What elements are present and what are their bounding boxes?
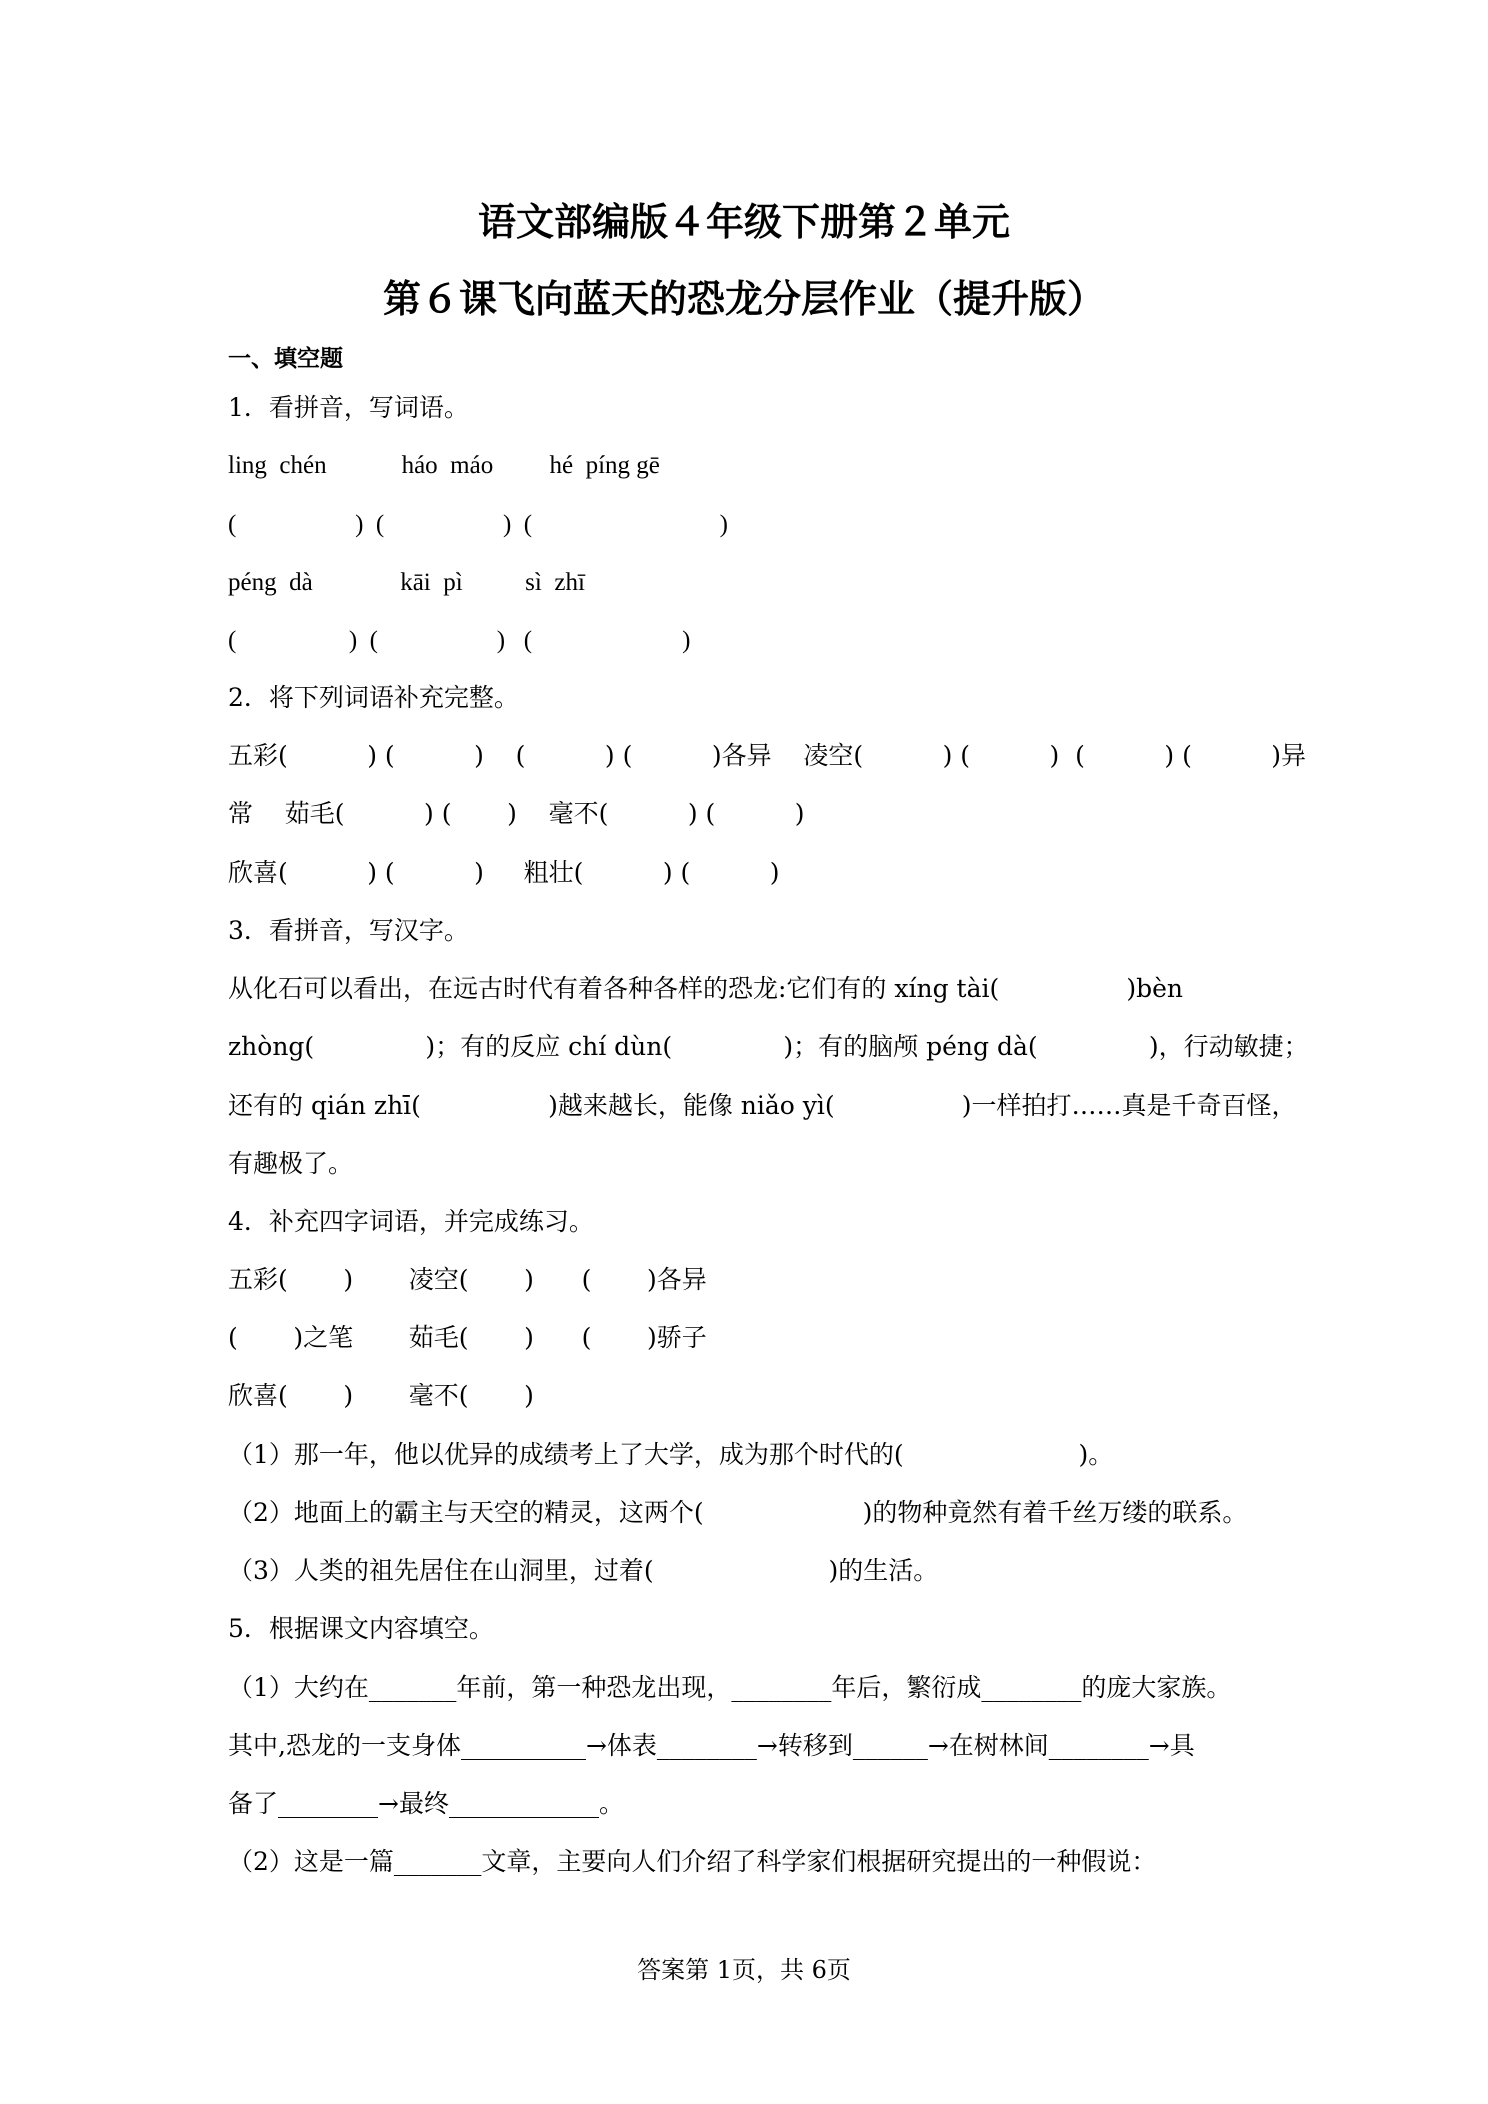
q5-line-4: （2）这是一篇_______文章，主要向人们介绍了科学家们根据研究提出的一种假说： — [228, 1847, 1157, 1876]
q4-sub-3: （3）人类的祖先居住在山洞里，过着( )的生活。 — [228, 1556, 939, 1585]
q4-line-1: 五彩( ) 凌空( ) ( )各异 — [228, 1265, 707, 1294]
q4-line-2: ( )之笔 茹毛( ) ( )骄子 — [228, 1323, 707, 1352]
q4-sub-2: （2）地面上的霸主与天空的精灵，这两个( )的物种竟然有着千丝万缕的联系。 — [228, 1498, 1248, 1527]
q1-heading: 1．看拼音，写词语。 — [228, 393, 469, 422]
title-line-1: 语文部编版４年级下册第２单元 — [477, 200, 1010, 244]
q1-pinyin-row-2: péng dà kāi pì sì zhī — [228, 569, 585, 596]
q2-line-1: 五彩( ) ( ) ( ) ( )各异 凌空( ) ( ) ( ) ( )异 — [228, 741, 1307, 770]
q3-line-2: zhòng( )；有的反应 chí dùn( )；有的脑颅 péng dà( )，行动敏捷； — [228, 1032, 1309, 1061]
q5-heading: 5．根据课文内容填空。 — [228, 1614, 494, 1643]
q3-line-1: 从化石可以看出，在远古时代有着各种各样的恐龙:它们有的 xíng tài( )bèn — [228, 974, 1184, 1003]
q3-heading: 3．看拼音，写汉字。 — [228, 916, 469, 945]
title-line-2: 第６课飞向蓝天的恐龙分层作业（提升版） — [382, 277, 1105, 321]
q1-blank-row-1: ( ) ( ) ( ) — [228, 511, 728, 538]
q2-line-2: 常 茹毛( ) ( ) 毫不( ) ( ) — [228, 799, 805, 828]
section-heading: 一、填空题 — [228, 346, 343, 372]
page-footer: 答案第 1页，共 6页 — [637, 1956, 851, 1984]
q4-line-3: 欣喜( ) 毫不( ) — [228, 1381, 534, 1410]
q3-line-4: 有趣极了。 — [228, 1149, 354, 1178]
q5-line-2: 其中,恐龙的一支身体__________→体表________→转移到______→在树林间________→具 — [228, 1731, 1195, 1760]
q4-sub-1: （1）那一年，他以优异的成绩考上了大学，成为那个时代的( )。 — [228, 1440, 1114, 1469]
q5-line-3: 备了________→最终____________。 — [228, 1789, 624, 1818]
q1-blank-row-2: ( ) ( ) ( ) — [228, 627, 691, 654]
q5-line-1: （1）大约在_______年前，第一种恐龙出现，________年后，繁衍成________的庞大家族。 — [228, 1673, 1232, 1702]
q2-heading: 2．将下列词语补充完整。 — [228, 683, 519, 712]
q1-pinyin-row-1: ling chén háo máo hé píng gē — [228, 452, 660, 479]
q3-line-3: 还有的 qián zhī( )越来越长，能像 niǎo yì( )一样拍打……真是千奇百怪， — [228, 1091, 1297, 1120]
q2-line-3: 欣喜( ) ( ) 粗壮( ) ( ) — [228, 858, 780, 887]
q4-heading: 4．补充四字词语，并完成练习。 — [228, 1207, 594, 1236]
